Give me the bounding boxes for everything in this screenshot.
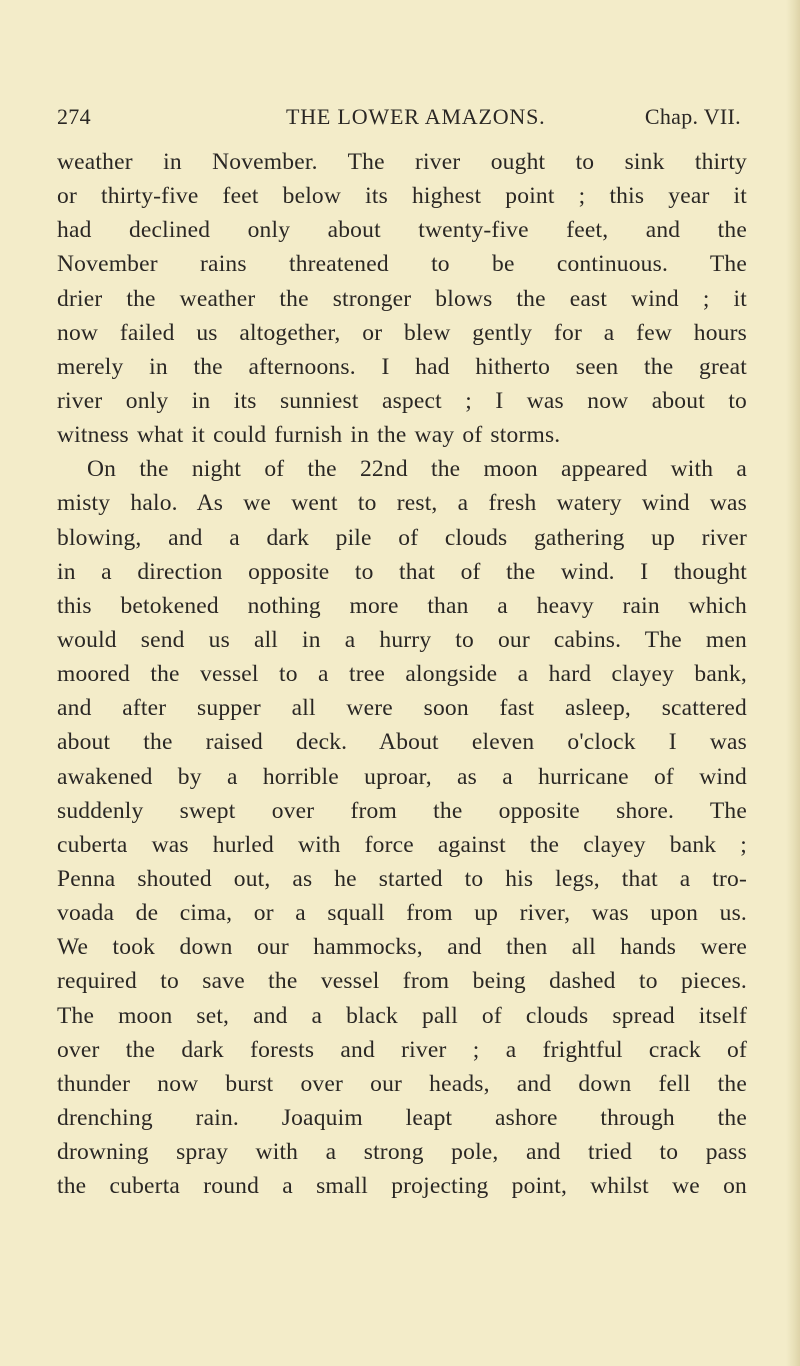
running-title: THE LOWER AMAZONS. xyxy=(286,104,546,129)
text-line: cuberta was hurled with force against the clayey bank ; xyxy=(57,831,747,858)
text-line: merely in the afternoons. I had hitherto seen the great xyxy=(57,353,747,380)
page-edge xyxy=(786,0,800,1366)
text-line: The moon set, and a black pall of clouds spread itself xyxy=(57,1002,747,1029)
text-line: On the night of the 22nd the moon appeared with a xyxy=(87,456,747,483)
text-line: the cuberta round a small projecting point, whilst we on xyxy=(57,1173,747,1200)
page-number: 274 xyxy=(57,104,91,129)
text-line: voada de cima, or a squall from up river, was upon us. xyxy=(57,900,747,927)
running-head xyxy=(57,104,741,134)
text-line: blowing, and a dark pile of clouds gathering up river xyxy=(57,524,747,551)
text-line: in a direction opposite to that of the wind. I thought xyxy=(57,558,747,585)
text-line: drowning spray with a strong pole, and tried to pass xyxy=(57,1139,747,1166)
chapter-label: Chap. VII. xyxy=(644,104,741,129)
text-line: and after supper all were soon fast asleep, scattered xyxy=(57,695,747,722)
text-line: this betokened nothing more than a heavy rain which xyxy=(57,592,747,619)
text-line: witness what it could furnish in the way of storms. xyxy=(57,422,561,449)
text-line: suddenly swept over from the opposite shore. The xyxy=(57,797,747,824)
text-line: awakened by a horrible uproar, as a hurricane of wind xyxy=(57,763,747,790)
text-line: moored the vessel to a tree alongside a hard clayey bank, xyxy=(57,661,747,688)
body-text xyxy=(57,145,747,1203)
text-line: now failed us altogether, or blew gently for a few hours xyxy=(57,319,747,346)
text-line: We took down our hammocks, and then all hands were xyxy=(57,934,747,961)
text-line: drenching rain. Joaquim leapt ashore through the xyxy=(57,1104,747,1131)
text-line: about the raised deck. About eleven o'clock I was xyxy=(57,729,747,756)
text-line: drier the weather the stronger blows the east wind ; it xyxy=(57,285,747,312)
text-line: required to save the vessel from being dashed to pieces. xyxy=(57,968,747,995)
text-line: river only in its sunniest aspect ; I was now about to xyxy=(57,387,747,414)
text-line: thunder now burst over our heads, and down fell the xyxy=(57,1070,747,1097)
text-line: or thirty-five feet below its highest point ; this year it xyxy=(57,183,747,210)
text-line: misty halo. As we went to rest, a fresh watery wind was xyxy=(57,490,747,517)
text-line: over the dark forests and river ; a frightful crack of xyxy=(57,1036,747,1063)
text-line: November rains threatened to be continuous. The xyxy=(57,251,747,278)
text-line: weather in November. The river ought to sink thirty xyxy=(57,149,747,175)
text-line: had declined only about twenty-five feet, and the xyxy=(57,217,747,244)
text-line: Penna shouted out, as he started to his legs, that a tro- xyxy=(57,865,747,892)
text-line: would send us all in a hurry to our cabins. The men xyxy=(57,626,747,653)
